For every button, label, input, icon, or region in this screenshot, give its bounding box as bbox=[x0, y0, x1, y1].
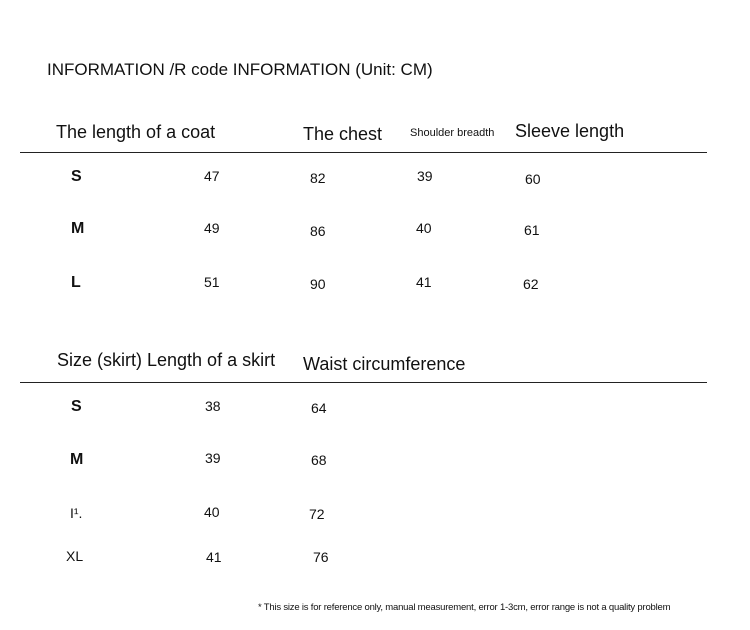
chest-cell: 90 bbox=[310, 276, 326, 292]
skirt-length-cell: 39 bbox=[205, 450, 221, 466]
size-cell: S bbox=[71, 398, 82, 415]
skirt-length-cell: 41 bbox=[206, 549, 222, 565]
size-cell: M bbox=[71, 220, 85, 237]
coat-length-cell: 47 bbox=[204, 168, 220, 184]
waist-cell: 64 bbox=[311, 400, 327, 416]
header-waist: Waist circumference bbox=[303, 354, 466, 374]
chest-cell: 86 bbox=[310, 223, 326, 239]
bottom-table-divider bbox=[20, 382, 707, 383]
header-sleeve-length: Sleeve length bbox=[515, 121, 625, 141]
page-title: INFORMATION /R code INFORMATION (Unit: CM) bbox=[47, 60, 433, 79]
size-cell: I¹. bbox=[70, 505, 83, 521]
waist-cell: 72 bbox=[309, 506, 325, 522]
sleeve-cell: 62 bbox=[523, 276, 539, 292]
skirt-length-cell: 40 bbox=[204, 504, 220, 520]
skirt-length-cell: 38 bbox=[205, 398, 221, 414]
coat-length-cell: 51 bbox=[204, 274, 220, 290]
top-table-divider bbox=[20, 152, 707, 153]
shoulder-cell: 39 bbox=[417, 168, 433, 184]
coat-length-cell: 49 bbox=[204, 220, 220, 236]
size-cell: L bbox=[71, 274, 81, 291]
header-size-skirt-length: Size (skirt) Length of a skirt bbox=[57, 350, 276, 370]
waist-cell: 68 bbox=[311, 452, 327, 468]
waist-cell: 76 bbox=[313, 549, 329, 565]
footnote: * This size is for reference only, manual measurement, error 1-3cm, error range is not a quality problem bbox=[258, 602, 671, 613]
size-cell: S bbox=[71, 168, 82, 185]
shoulder-cell: 40 bbox=[416, 220, 432, 236]
shoulder-cell: 41 bbox=[416, 274, 432, 290]
chest-cell: 82 bbox=[310, 170, 326, 186]
sleeve-cell: 60 bbox=[525, 171, 541, 187]
sleeve-cell: 61 bbox=[524, 222, 540, 238]
header-chest: The chest bbox=[303, 124, 383, 144]
size-cell: M bbox=[70, 451, 84, 468]
size-cell: XL bbox=[66, 548, 84, 564]
header-shoulder-breadth: Shoulder breadth bbox=[410, 127, 495, 139]
header-coat-length: The length of a coat bbox=[56, 122, 216, 142]
